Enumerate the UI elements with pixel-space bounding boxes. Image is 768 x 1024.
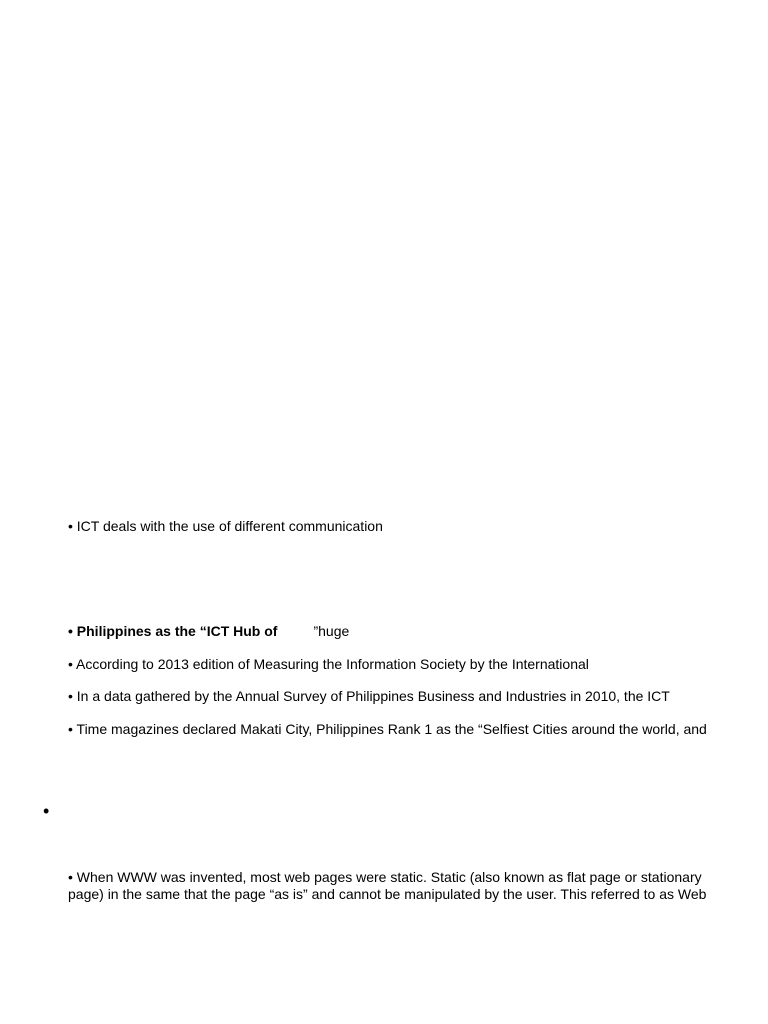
- empty-bullet: •: [43, 801, 50, 821]
- bullet-selfiest-cities: • Time magazines declared Makati City, Philippines Rank 1 as the “Selfiest Cities around the world, and: [68, 721, 707, 737]
- ict-hub-rest-text: ”huge: [313, 623, 350, 639]
- bullet-www-static-pages: • When WWW was invented, most web pages were static. Static (also known as flat page or stationary page) in the same that the page “as is” and cannot be manipulated by the user. This referred to as Web: [68, 869, 707, 902]
- bullet-ict-hub: [68, 623, 349, 640]
- ict-hub-bold-text: • Philippines as the “ICT Hub of: [68, 623, 278, 639]
- bullet-ict-communication: • ICT deals with the use of different communication: [68, 518, 383, 534]
- bullet-annual-survey: • In a data gathered by the Annual Survey of Philippines Business and Industries in 2010, the ICT: [68, 688, 670, 704]
- bullet-measuring-info-society: • According to 2013 edition of Measuring the Information Society by the International: [68, 656, 589, 672]
